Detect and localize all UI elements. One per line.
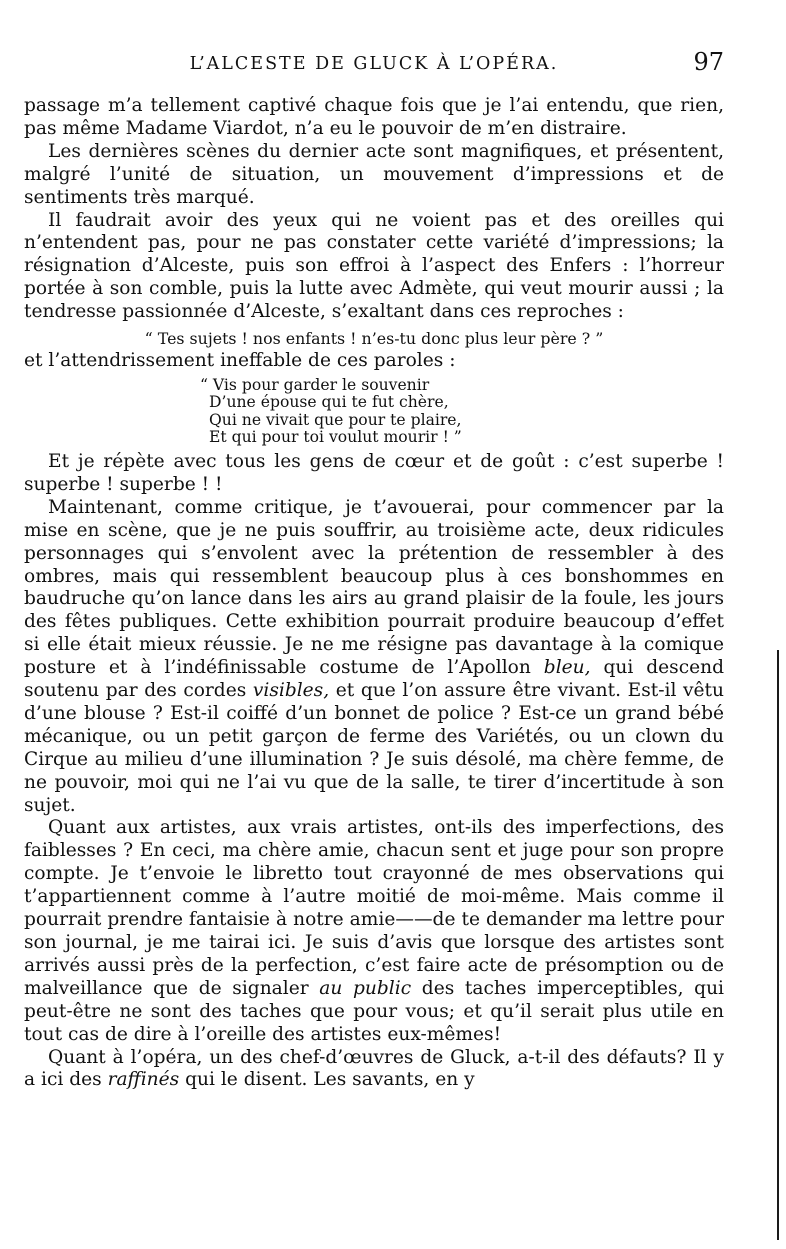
paragraph-tenderness: et l’attendrissement ineffable de ces paroles :	[24, 350, 456, 372]
paragraph-critique	[24, 497, 724, 818]
page-header	[24, 48, 724, 82]
page-number: 97	[693, 48, 724, 76]
quotation-line: “ Tes sujets ! nos enfants ! n’es-tu donc plus leur père ? ”	[144, 329, 604, 349]
italic-word: raffinés	[107, 1069, 180, 1091]
verse-line: D’une épouse qui te fut chère,	[209, 393, 449, 412]
body-text	[24, 95, 724, 1092]
paragraph-last-scenes: Les dernières scènes du dernier acte sont magnifiques, et présentent, malgré l’unité de situation, un mouvement d’impressions et de sentiments très marqué.	[24, 140, 724, 208]
paragraph-impressions: Il faudrait avoir des yeux qui ne voient pas et des oreilles qui n’entendent pas, pour ne pas constater cette variété d’impressions; la résignation d’Alceste, puis son effroi à l’aspect des Enfers : l’horreur portée à son comble, puis la lutte avec Admète, qui veut mourir aussi ; la tendresse passionnée d’Alceste, s’exaltant dans ces reproches :	[24, 209, 724, 323]
paragraph-opera	[24, 1047, 724, 1093]
paragraph-superbe: Et je répète avec tous les gens de cœur et de goût : c’est superbe ! superbe ! superbe ! !	[24, 450, 724, 495]
running-title: L’ALCESTE DE GLUCK À L’OPÉRA.	[189, 54, 559, 74]
verse-quotation	[200, 377, 724, 447]
italic-word: bleu,	[543, 657, 591, 679]
italic-word: visibles,	[252, 680, 330, 702]
text-run: qui descend soutenu par des cordes	[24, 657, 725, 702]
text-run: Quant aux artistes, aux vrais artistes, ont-ils des imperfections, des faiblesses ? En ceci, ma chère amie, chacun sent et juge pour son propre compte. Je t’envoie le libretto tout crayonné de mes observations qui t’appartiennent comme à l’autre moitié de moi-même. Mais comme il pourrait prendre fantaisie à notre amie——de te demander ma lettre pour son journal, je me tairai ici. Je suis d’avis que lorsque des artistes sont arrivés aussi près de la perfection, c’est faire acte de présomption ou de malveillance que de signaler	[24, 817, 724, 999]
paragraph-continuation: passage m’a tellement captivé chaque fois que je l’ai entendu, que rien, pas même Madame Viardot, n’a eu le pouvoir de m’en distraire.	[24, 95, 724, 139]
text-run: Quant à l’opéra, un des chef-d’œuvres de Gluck, a-t-il des défauts? Il y a ici des	[24, 1046, 724, 1091]
text-run: Maintenant, comme critique, je t’avouerai, pour commencer par la mise en scène, que je ne puis souffrir, au troisième acte, deux ridicules personnages qui s’envolent avec la prétention de ressembler à des ombres, mais qui ressemblent beaucoup plus à ces bonshommes en baudruche qu’on lance dans les airs au grand plaisir de la foule, les jours des fêtes publiques. Cette exhibition pourrait produire beaucoup d’effet si elle était mieux réussie. Je ne me résigne pas davantage à la comique posture et à l’indéfinissable costume de l’Apollon	[24, 496, 724, 679]
verse-line: Qui ne vivait que pour te plaire,	[209, 410, 462, 429]
text-run: des taches imperceptibles, qui peut-être ne sont des taches que pour vous; et qu’il serait plus utile en tout cas de dire à l’oreille des artistes eux-mêmes!	[24, 977, 724, 1045]
paragraph-artists	[24, 817, 724, 1046]
verse-line: Et qui pour toi voulut mourir ! ”	[209, 428, 462, 447]
margin-rule	[777, 650, 779, 1240]
text-run: qui le disent. Les savants, en y	[179, 1069, 475, 1091]
italic-phrase: au public	[319, 977, 412, 999]
text-run: et que l’on assure être vivant. Est-il vêtu d’une blouse ? Est-il coiffé d’un bonnet de police ? Est-ce un grand bébé mécanique, ou un petit garçon de ferme des Variétés, ou un clown du Cirque au milieu d’une illumination ? Je suis désolé, ma chère femme, de ne pouvoir, moi qui ne l’ai vu que de la salle, te tirer d’incertitude à son sujet.	[24, 680, 724, 816]
verse-line: “ Vis pour garder le souvenir	[200, 375, 430, 394]
